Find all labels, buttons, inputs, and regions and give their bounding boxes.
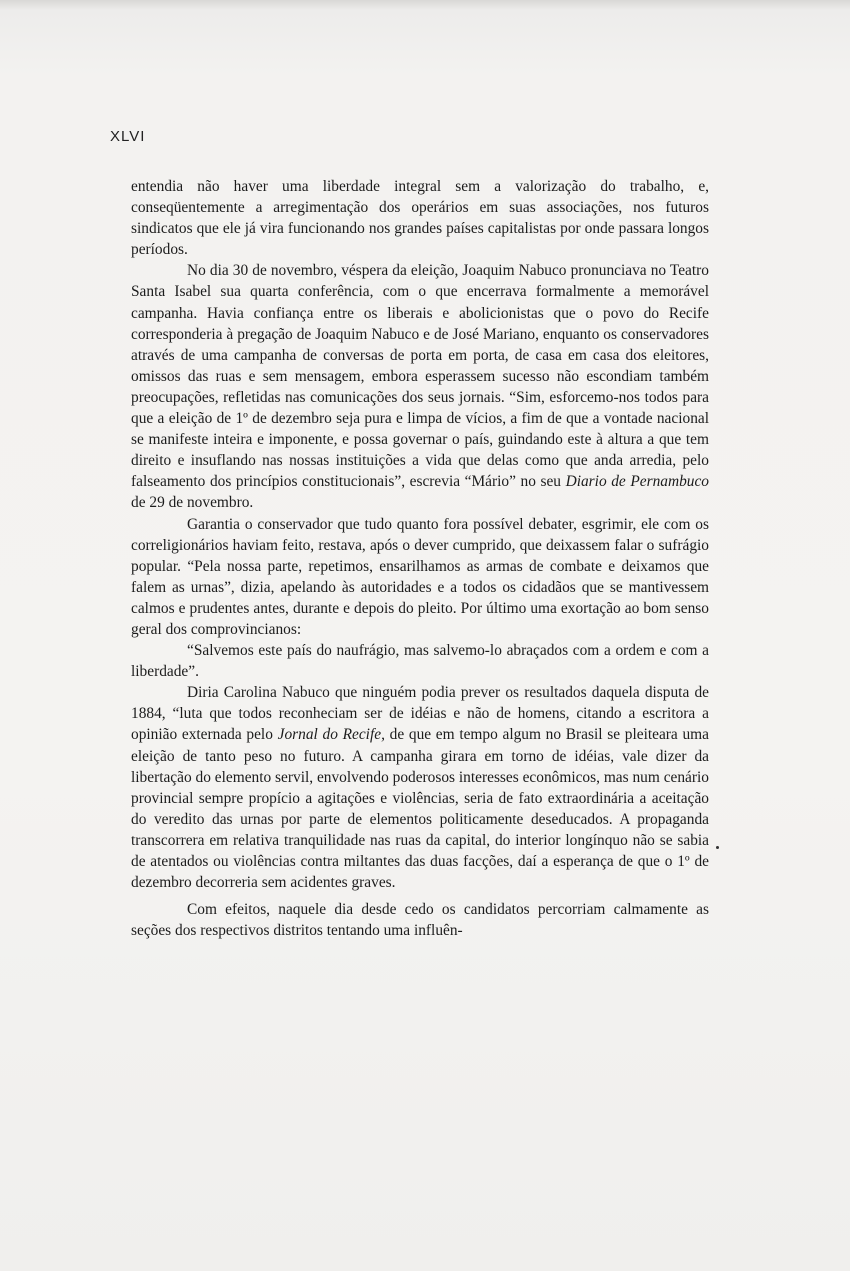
ink-speck (716, 846, 719, 849)
paragraph-text: Garantia o conservador que tudo quanto fora possível debater, esgrimir, ele com os correligionários haviam feito, restava, após o dever cumprido, que deixassem falar o sufrágio popular. “Pela nossa parte, repetimos, ensarilhamos as armas de combate e deixamos que falem as urnas”, dizia, apelando às autoridades e a todos os cidadãos que se mantivessem calmos e prudentes antes, durante e depois do pleito. Por último uma exortação ao bom senso geral dos comprovincianos: (131, 515, 709, 638)
page-number: XLVI (110, 128, 146, 145)
paragraph-6 (131, 899, 709, 941)
paragraph-2 (131, 260, 709, 513)
paragraph-5 (131, 682, 709, 893)
newspaper-title: Diario de Pernambuco (565, 473, 709, 491)
paragraph-text: Diria Carolina Nabuco que ninguém podia prever os resultados daquela disputa de 1884, “luta que todos reconheciam ser de idéias e não de homens, citando a escritora a opinião externada pelo (131, 684, 709, 744)
paragraph-text: Com efeitos, naquele dia desde cedo os candidatos percorriam calmamente as seções dos respectivos distritos tentando uma influên- (131, 901, 709, 940)
paragraph-1 (131, 176, 709, 260)
page-top-shadow (0, 0, 850, 10)
newspaper-title: Jornal do Recife, (277, 726, 385, 744)
paragraph-text: No dia 30 de novembro, véspera da eleição, Joaquim Nabuco pronunciava no Teatro Santa Isabel sua quarta conferência, com o que encerrava formalmente a memorável campanha. Havia confiança entre os liberais e abolicionistas que o povo do Recife corresponderia à pregação de Joaquim Nabuco e de José Mariano, enquanto os conservadores através de uma campanha de conversas de porta em porta, de casa em casa dos eleitores, omissos das ruas e sem mensagem, embora esperassem sucesso não escondiam também preocupações, refletidas nas comunicações dos seus jornais. “Sim, esforcemo-nos todos para que a eleição de 1º de dezembro seja pura e limpa de vícios, a fim de que a vontade nacional se manifeste inteira e imponente, e possa governar o país, guindando este à altura a que tem direito e insuflando nas nossas instituições a vida que delas como que anda arredia, pelo falseamento dos princípios constitucionais”, escrevia “Mário” no seu (131, 262, 709, 491)
paragraph-text: de que em tempo algum no Brasil se pleiteara uma eleição de tanto peso no futuro. A campanha girara em torno de idéias, vale dizer da libertação do elemento servil, envolvendo poderosos interesses econômicos, mas num cenário provincial sempre propício a agitações e violências, seria de fato extraordinária a aceitação do veredito das urnas por parte de elementos politicamente deseducados. A propaganda transcorrera em relativa tranquilidade nas ruas da capital, do interior longínquo não se sabia de atentados ou violências contra miltantes das duas facções, daí a esperança de que o 1º de dezembro decorreria sem acidentes graves. (131, 726, 709, 892)
body-text (131, 176, 709, 941)
paragraph-3 (131, 514, 709, 641)
paragraph-text: de 29 de novembro. (131, 494, 254, 512)
paragraph-text: “Salvemos este país do naufrágio, mas salvemo-lo abraçados com a ordem e com a liberdade”. (131, 642, 709, 681)
paragraph-4-quote (131, 640, 709, 682)
paragraph-text: entendia não haver uma liberdade integral sem a valorização do trabalho, e, conseqüentemente a arregimentação dos operários em suas associações, nos futuros sindicatos que ele já vira funcionando nos grandes países capitalistas por onde passara longos períodos. (131, 178, 709, 259)
